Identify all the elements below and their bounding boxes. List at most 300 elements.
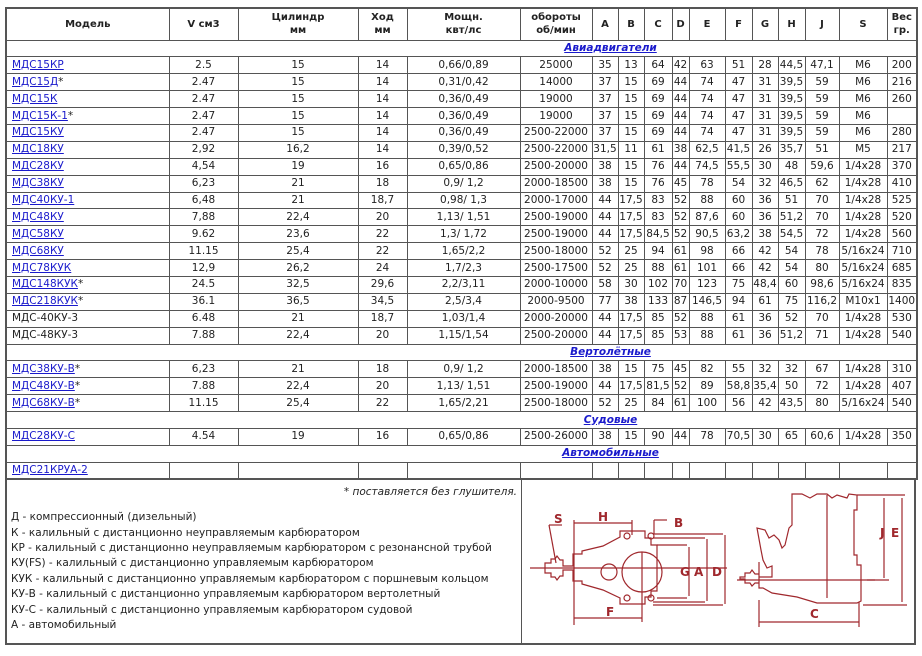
cell-power: 0,36/0,49 bbox=[407, 124, 520, 141]
header-weight bbox=[887, 8, 917, 40]
engine-spec-table bbox=[5, 7, 918, 480]
cell-c: 81,5 bbox=[644, 378, 672, 395]
cell-b: 17,5 bbox=[618, 378, 644, 395]
cell-volume: 4.54 bbox=[169, 428, 238, 445]
cell-model bbox=[6, 361, 169, 378]
cell-d: 61 bbox=[672, 243, 689, 260]
cell-cylinder: 15 bbox=[238, 124, 358, 141]
cell-s: 1/4x28 bbox=[839, 192, 887, 209]
cell-rpm: 2500-17500 bbox=[520, 260, 592, 277]
cell-d: 52 bbox=[672, 192, 689, 209]
cell-s: M5 bbox=[839, 141, 887, 158]
cell-g: 31 bbox=[752, 74, 778, 91]
table-row bbox=[6, 243, 917, 260]
cell-b: 15 bbox=[618, 158, 644, 175]
cell-stroke: 14 bbox=[358, 91, 407, 108]
diagram-label-h: H bbox=[598, 510, 609, 525]
cell-cylinder: 22,4 bbox=[238, 327, 358, 344]
cell-f: 54 bbox=[725, 175, 752, 192]
model-link[interactable]: МДС28КУ-С bbox=[12, 430, 75, 443]
cell-j: 59 bbox=[805, 108, 839, 125]
cell-b: 11 bbox=[618, 141, 644, 158]
cell-weight: 520 bbox=[887, 209, 917, 226]
cell-cylinder: 19 bbox=[238, 158, 358, 175]
cell-g: 61 bbox=[752, 293, 778, 310]
cell-model bbox=[6, 209, 169, 226]
cell-power: 1,7/2,3 bbox=[407, 260, 520, 277]
cell-c bbox=[644, 462, 672, 479]
cell-power: 0,65/0,86 bbox=[407, 158, 520, 175]
legend-item: К - калильный с дистанционно неуправляемым карбюратором bbox=[11, 526, 360, 539]
cell-h: 51,2 bbox=[778, 327, 805, 344]
cell-power: 1,3/ 1,72 bbox=[407, 226, 520, 243]
cell-d: 42 bbox=[672, 57, 689, 74]
cell-d: 44 bbox=[672, 74, 689, 91]
cell-b: 30 bbox=[618, 276, 644, 293]
cell-s: 1/4x28 bbox=[839, 310, 887, 327]
cell-j: 80 bbox=[805, 395, 839, 412]
header-d: D bbox=[672, 8, 689, 40]
cell-model bbox=[6, 124, 169, 141]
cell-volume: 7.88 bbox=[169, 378, 238, 395]
cell-volume bbox=[169, 462, 238, 479]
table-row bbox=[6, 293, 917, 310]
cell-h: 54 bbox=[778, 243, 805, 260]
model-link[interactable]: МДС38КУ bbox=[12, 177, 64, 190]
header-e: E bbox=[689, 8, 725, 40]
cell-h: 52 bbox=[778, 310, 805, 327]
cell-volume: 11.15 bbox=[169, 243, 238, 260]
cell-e: 74,5 bbox=[689, 158, 725, 175]
cell-d: 38 bbox=[672, 141, 689, 158]
cell-a: 37 bbox=[592, 91, 618, 108]
cell-b: 15 bbox=[618, 175, 644, 192]
cell-g: 35,4 bbox=[752, 378, 778, 395]
cell-a: 38 bbox=[592, 428, 618, 445]
model-link[interactable]: МДС148КУК bbox=[12, 278, 78, 291]
cell-d: 61 bbox=[672, 395, 689, 412]
section-cell bbox=[6, 412, 917, 429]
cell-power: 0,36/0,49 bbox=[407, 91, 520, 108]
cell-e: 123 bbox=[689, 276, 725, 293]
cell-s: M6 bbox=[839, 108, 887, 125]
cell-a: 44 bbox=[592, 209, 618, 226]
cell-cylinder: 22,4 bbox=[238, 378, 358, 395]
cell-b: 25 bbox=[618, 260, 644, 277]
cell-e: 82 bbox=[689, 361, 725, 378]
cell-g: 31 bbox=[752, 91, 778, 108]
cell-a: 38 bbox=[592, 361, 618, 378]
cell-a: 37 bbox=[592, 124, 618, 141]
cell-j: 67 bbox=[805, 361, 839, 378]
cell-weight: 410 bbox=[887, 175, 917, 192]
cell-h: 39,5 bbox=[778, 91, 805, 108]
table-row bbox=[6, 57, 917, 74]
cell-s: 1/4x28 bbox=[839, 428, 887, 445]
cell-c: 69 bbox=[644, 74, 672, 91]
cell-rpm: 2500-19000 bbox=[520, 378, 592, 395]
cell-j: 59 bbox=[805, 74, 839, 91]
cell-j: 98,6 bbox=[805, 276, 839, 293]
section-link[interactable]: Вертолётные bbox=[570, 345, 651, 358]
section-row bbox=[6, 344, 917, 361]
footnote: * поставляется без глушителя. bbox=[343, 486, 517, 499]
table-row bbox=[6, 175, 917, 192]
cell-weight bbox=[887, 108, 917, 125]
cell-a: 52 bbox=[592, 260, 618, 277]
cell-c: 83 bbox=[644, 192, 672, 209]
cell-g: 32 bbox=[752, 175, 778, 192]
cell-weight: 216 bbox=[887, 74, 917, 91]
cell-volume: 6,48 bbox=[169, 192, 238, 209]
cell-f: 70,5 bbox=[725, 428, 752, 445]
cell-volume: 6,23 bbox=[169, 175, 238, 192]
cell-e: 74 bbox=[689, 91, 725, 108]
cell-cylinder: 22,4 bbox=[238, 209, 358, 226]
cell-h: 32 bbox=[778, 361, 805, 378]
model-link[interactable]: МДС15Д bbox=[12, 75, 59, 88]
cell-weight: 200 bbox=[887, 57, 917, 74]
cell-g: 31 bbox=[752, 108, 778, 125]
cell-j: 70 bbox=[805, 209, 839, 226]
cell-cylinder: 21 bbox=[238, 310, 358, 327]
no-muffler-mark: * bbox=[74, 396, 81, 409]
cell-model bbox=[6, 175, 169, 192]
model-link[interactable]: МДС15К bbox=[12, 92, 58, 105]
table-row bbox=[6, 192, 917, 209]
header-cylinder-l2: мм bbox=[289, 25, 307, 37]
cell-e: 90,5 bbox=[689, 226, 725, 243]
cell-j: 51 bbox=[805, 141, 839, 158]
model-link[interactable]: МДС28КУ bbox=[12, 160, 64, 173]
cell-h: 46,5 bbox=[778, 175, 805, 192]
cell-stroke: 20 bbox=[358, 378, 407, 395]
cell-a: 44 bbox=[592, 327, 618, 344]
header-volume: V см3 bbox=[169, 8, 238, 40]
cell-g: 26 bbox=[752, 141, 778, 158]
cell-g: 30 bbox=[752, 428, 778, 445]
cell-rpm: 14000 bbox=[520, 74, 592, 91]
cell-rpm: 2500-18000 bbox=[520, 243, 592, 260]
cell-power: 1,15/1,54 bbox=[407, 327, 520, 344]
header-h: H bbox=[778, 8, 805, 40]
legend-item: КУК - калильный с дистанционно управляемым карбюратором с поршневым кольцом bbox=[11, 572, 489, 585]
cell-a: 35 bbox=[592, 57, 618, 74]
model-link[interactable]: МДС15КУ bbox=[12, 126, 64, 139]
cell-b: 13 bbox=[618, 57, 644, 74]
diagram-label-b: B bbox=[674, 516, 684, 531]
cell-e: 74 bbox=[689, 124, 725, 141]
cell-s: 5/16x24 bbox=[839, 276, 887, 293]
cell-h: 35,7 bbox=[778, 141, 805, 158]
cell-h: 43,5 bbox=[778, 395, 805, 412]
cell-g: 38 bbox=[752, 226, 778, 243]
cell-f: 51 bbox=[725, 57, 752, 74]
cell-c: 69 bbox=[644, 124, 672, 141]
cell-j: 116,2 bbox=[805, 293, 839, 310]
header-rpm bbox=[520, 8, 592, 40]
cell-g bbox=[752, 462, 778, 479]
model-link[interactable]: МДС38КУ-В bbox=[12, 362, 75, 375]
cell-e: 74 bbox=[689, 74, 725, 91]
cell-power: 1,65/2,21 bbox=[407, 395, 520, 412]
cell-volume: 36.1 bbox=[169, 293, 238, 310]
cell-s: 5/16x24 bbox=[839, 395, 887, 412]
no-muffler-mark: * bbox=[77, 295, 84, 308]
legend-item: А - автомобильный bbox=[11, 619, 117, 631]
header-a: A bbox=[592, 8, 618, 40]
cell-c: 61 bbox=[644, 141, 672, 158]
cell-j: 59 bbox=[805, 91, 839, 108]
model-link[interactable]: МДС15К-1 bbox=[12, 109, 68, 122]
cell-e: 100 bbox=[689, 395, 725, 412]
diagram-label-c: C bbox=[810, 607, 819, 622]
cell-h: 39,5 bbox=[778, 124, 805, 141]
cell-s: 1/4x28 bbox=[839, 327, 887, 344]
notes-section bbox=[7, 480, 522, 643]
table-row bbox=[6, 141, 917, 158]
cell-f: 60 bbox=[725, 209, 752, 226]
cell-power: 0,31/0,42 bbox=[407, 74, 520, 91]
header-weight-l1: Вес bbox=[891, 12, 912, 24]
cell-a: 44 bbox=[592, 192, 618, 209]
cell-e: 63 bbox=[689, 57, 725, 74]
cell-f: 55,5 bbox=[725, 158, 752, 175]
cell-cylinder: 26,2 bbox=[238, 260, 358, 277]
model-link[interactable]: МДС58КУ bbox=[12, 227, 64, 240]
cell-stroke: 22 bbox=[358, 395, 407, 412]
cell-d: 44 bbox=[672, 158, 689, 175]
cell-d: 52 bbox=[672, 378, 689, 395]
table-row bbox=[6, 91, 917, 108]
cell-e: 78 bbox=[689, 175, 725, 192]
cell-model bbox=[6, 428, 169, 445]
cell-stroke: 24 bbox=[358, 260, 407, 277]
cell-a: 77 bbox=[592, 293, 618, 310]
cell-s: M6 bbox=[839, 74, 887, 91]
cell-h: 65 bbox=[778, 428, 805, 445]
model-link[interactable]: МДС15КР bbox=[12, 58, 64, 71]
table-row bbox=[6, 462, 917, 479]
cell-volume: 2.5 bbox=[169, 57, 238, 74]
cell-b: 15 bbox=[618, 361, 644, 378]
cell-stroke: 14 bbox=[358, 124, 407, 141]
side-view-outline bbox=[740, 494, 861, 603]
cell-volume: 2.47 bbox=[169, 124, 238, 141]
cell-c: 84,5 bbox=[644, 226, 672, 243]
cell-weight: 540 bbox=[887, 395, 917, 412]
cell-model bbox=[6, 57, 169, 74]
cell-c: 85 bbox=[644, 327, 672, 344]
notes-panel bbox=[5, 480, 916, 645]
engine-dimensions-diagram bbox=[527, 480, 914, 643]
cell-j bbox=[805, 462, 839, 479]
cell-g: 36 bbox=[752, 310, 778, 327]
cell-j: 47,1 bbox=[805, 57, 839, 74]
table-row bbox=[6, 124, 917, 141]
cell-model bbox=[6, 293, 169, 310]
diagram-label-f: F bbox=[606, 605, 615, 620]
cell-b: 25 bbox=[618, 243, 644, 260]
model-link[interactable]: МДС68КУ-В bbox=[12, 396, 75, 409]
cell-a bbox=[592, 462, 618, 479]
no-muffler-mark: * bbox=[74, 379, 81, 392]
table-row bbox=[6, 428, 917, 445]
cell-f: 60 bbox=[725, 192, 752, 209]
cell-power: 0,65/0,86 bbox=[407, 428, 520, 445]
cell-d: 45 bbox=[672, 361, 689, 378]
cell-weight: 835 bbox=[887, 276, 917, 293]
model-link[interactable]: МДС48КУ-В bbox=[12, 379, 75, 392]
cell-cylinder: 15 bbox=[238, 91, 358, 108]
cell-j: 78 bbox=[805, 243, 839, 260]
cell-s: 1/4x28 bbox=[839, 361, 887, 378]
cell-g: 28 bbox=[752, 57, 778, 74]
section-link[interactable]: Судовые bbox=[583, 413, 638, 426]
section-link[interactable]: Авиадвигатели bbox=[564, 41, 657, 54]
cell-weight: 217 bbox=[887, 141, 917, 158]
header-stroke bbox=[358, 8, 407, 40]
cell-g: 42 bbox=[752, 395, 778, 412]
cell-model bbox=[6, 276, 169, 293]
cell-h: 50 bbox=[778, 378, 805, 395]
header-model: Модель bbox=[6, 8, 169, 40]
table-row bbox=[6, 226, 917, 243]
cell-g: 30 bbox=[752, 158, 778, 175]
cell-g: 42 bbox=[752, 260, 778, 277]
cell-model bbox=[6, 192, 169, 209]
cell-s: 1/4x28 bbox=[839, 226, 887, 243]
cell-e: 74 bbox=[689, 108, 725, 125]
cell-volume: 2,92 bbox=[169, 141, 238, 158]
cell-weight: 685 bbox=[887, 260, 917, 277]
cell-rpm: 2000-20000 bbox=[520, 310, 592, 327]
cell-model bbox=[6, 462, 169, 479]
cell-power: 1,13/ 1,51 bbox=[407, 209, 520, 226]
cell-cylinder: 19 bbox=[238, 428, 358, 445]
cell-f: 41,5 bbox=[725, 141, 752, 158]
cell-g: 36 bbox=[752, 192, 778, 209]
section-cell bbox=[6, 344, 917, 361]
cell-j: 62 bbox=[805, 175, 839, 192]
cell-s: 1/4x28 bbox=[839, 378, 887, 395]
cell-cylinder bbox=[238, 462, 358, 479]
cell-rpm: 2000-9500 bbox=[520, 293, 592, 310]
cell-b: 15 bbox=[618, 428, 644, 445]
cell-rpm: 2000-18500 bbox=[520, 361, 592, 378]
cell-stroke: 20 bbox=[358, 327, 407, 344]
cell-stroke: 18,7 bbox=[358, 310, 407, 327]
table-row bbox=[6, 209, 917, 226]
cell-stroke: 29,6 bbox=[358, 276, 407, 293]
cell-cylinder: 25,4 bbox=[238, 395, 358, 412]
cell-stroke: 20 bbox=[358, 209, 407, 226]
cell-stroke: 14 bbox=[358, 108, 407, 125]
cell-d: 61 bbox=[672, 260, 689, 277]
cell-b bbox=[618, 462, 644, 479]
diagram-label-a: A bbox=[694, 565, 704, 580]
model-link[interactable]: МДС48КУ bbox=[12, 210, 64, 223]
header-c: C bbox=[644, 8, 672, 40]
cell-d: 44 bbox=[672, 91, 689, 108]
cell-g: 36 bbox=[752, 327, 778, 344]
cell-g: 32 bbox=[752, 361, 778, 378]
header-b: B bbox=[618, 8, 644, 40]
cell-model bbox=[6, 91, 169, 108]
cell-a: 52 bbox=[592, 395, 618, 412]
cell-power: 1,65/2,2 bbox=[407, 243, 520, 260]
cell-e bbox=[689, 462, 725, 479]
table-row bbox=[6, 276, 917, 293]
cell-f: 55 bbox=[725, 361, 752, 378]
cell-cylinder: 16,2 bbox=[238, 141, 358, 158]
cell-f: 58,8 bbox=[725, 378, 752, 395]
legend-item: КР - калильный с дистанционно неуправляемым карбюратором с резонансной трубой bbox=[11, 541, 492, 554]
cell-rpm: 2500-18000 bbox=[520, 395, 592, 412]
cell-d: 44 bbox=[672, 108, 689, 125]
cell-b: 17,5 bbox=[618, 310, 644, 327]
cell-d bbox=[672, 462, 689, 479]
section-link[interactable]: Автомобильные bbox=[562, 447, 659, 460]
cell-b: 17,5 bbox=[618, 209, 644, 226]
cell-f: 47 bbox=[725, 74, 752, 91]
cell-c: 94 bbox=[644, 243, 672, 260]
cell-s: 1/4x28 bbox=[839, 158, 887, 175]
model-link[interactable]: МДС218КУК bbox=[12, 295, 78, 308]
cell-cylinder: 21 bbox=[238, 175, 358, 192]
cell-a: 44 bbox=[592, 378, 618, 395]
cell-s: M6 bbox=[839, 57, 887, 74]
cell-rpm: 25000 bbox=[520, 57, 592, 74]
model-link[interactable]: МДС21КРУА-2 bbox=[12, 463, 88, 476]
model-link[interactable]: МДС68КУ bbox=[12, 244, 64, 257]
cell-g: 48,4 bbox=[752, 276, 778, 293]
model-link[interactable]: МДС78КУК bbox=[12, 261, 72, 274]
cell-j: 59,6 bbox=[805, 158, 839, 175]
cell-rpm: 2500-20000 bbox=[520, 158, 592, 175]
cell-stroke: 16 bbox=[358, 428, 407, 445]
cell-h: 51,2 bbox=[778, 209, 805, 226]
model-link[interactable]: МДС18КУ bbox=[12, 143, 64, 156]
cell-e: 101 bbox=[689, 260, 725, 277]
cell-j: 59 bbox=[805, 124, 839, 141]
model-link[interactable]: МДС40КУ-1 bbox=[12, 193, 75, 206]
cell-c: 85 bbox=[644, 310, 672, 327]
cell-cylinder: 21 bbox=[238, 361, 358, 378]
cell-power bbox=[407, 462, 520, 479]
cell-s: 1/4x28 bbox=[839, 175, 887, 192]
cell-b: 17,5 bbox=[618, 226, 644, 243]
cell-e: 88 bbox=[689, 192, 725, 209]
cell-f: 94 bbox=[725, 293, 752, 310]
cell-j: 80 bbox=[805, 260, 839, 277]
cell-model bbox=[6, 310, 169, 327]
cell-power: 0,9/ 1,2 bbox=[407, 361, 520, 378]
cell-c: 84 bbox=[644, 395, 672, 412]
cell-s: M6 bbox=[839, 91, 887, 108]
no-muffler-mark: * bbox=[77, 278, 84, 291]
cell-g: 31 bbox=[752, 124, 778, 141]
cell-stroke: 14 bbox=[358, 141, 407, 158]
cell-power: 0,98/ 1,3 bbox=[407, 192, 520, 209]
header-stroke-l1: Ход bbox=[371, 12, 394, 24]
cell-weight: 260 bbox=[887, 91, 917, 108]
cell-rpm: 19000 bbox=[520, 91, 592, 108]
cell-d: 44 bbox=[672, 124, 689, 141]
cell-j: 71 bbox=[805, 327, 839, 344]
cell-weight: 540 bbox=[887, 327, 917, 344]
cell-d: 52 bbox=[672, 226, 689, 243]
